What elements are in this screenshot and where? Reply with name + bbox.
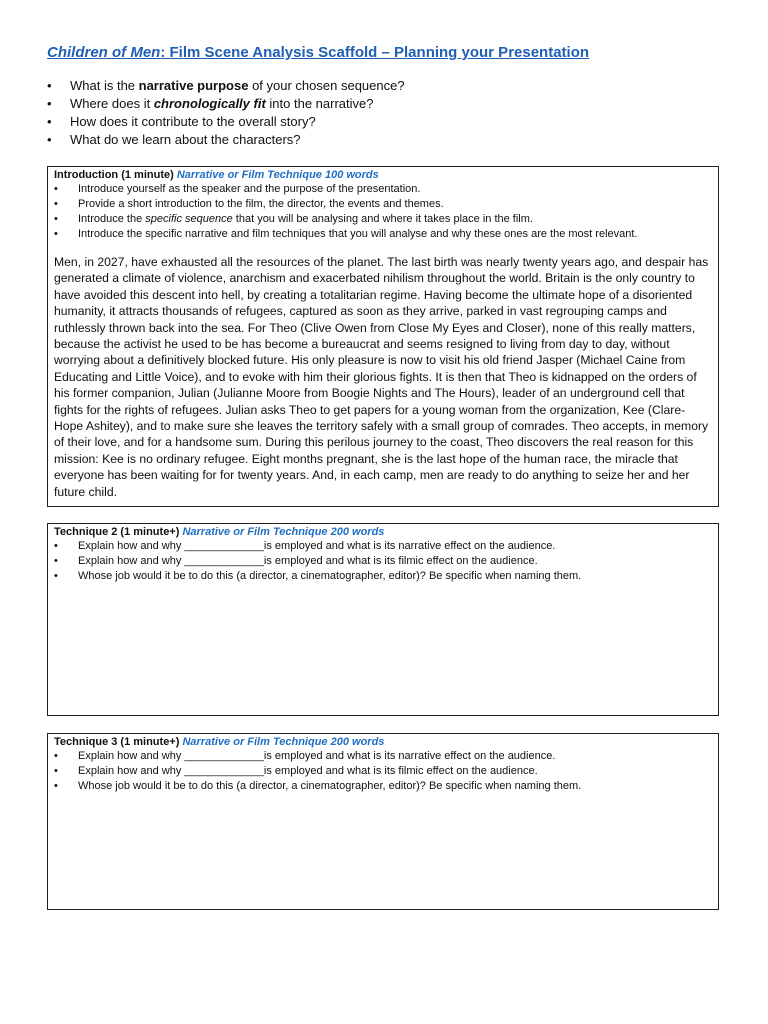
list-item: • Whose job would it be to do this (a director, a cinematographer, editor)? Be specific when naming them.: [54, 779, 712, 794]
list-item: • Explain how and why _____________is employed and what is its narrative effect on the audience.: [54, 749, 712, 764]
list-item: • Provide a short introduction to the film, the director, the events and themes.: [54, 197, 712, 212]
introduction-heading: Introduction (1 minute) Narrative or Film Technique 100 words: [54, 169, 379, 181]
technique-label: Narrative or Film Technique 200 words: [182, 736, 385, 748]
page-title: [47, 44, 589, 61]
question-item: • Where does it chronologically fit into the narrative?: [47, 95, 727, 113]
technique-label: Narrative or Film Technique 100 words: [176, 169, 379, 181]
introduction-box: [47, 166, 719, 507]
list-item: • Introduce yourself as the speaker and the purpose of the presentation.: [54, 182, 712, 197]
list-item: • Explain how and why _____________is employed and what is its filmic effect on the audience.: [54, 554, 712, 569]
list-item: • Whose job would it be to do this (a director, a cinematographer, editor)? Be specific when naming them.: [54, 569, 712, 584]
question-item: • What is the narrative purpose of your chosen sequence?: [47, 77, 727, 95]
list-item: • Introduce the specific sequence that you will be analysing and where it takes place in the film.: [54, 212, 712, 227]
question-item: • What do we learn about the characters?: [47, 131, 727, 149]
technique-3-heading: Technique 3 (1 minute+) Narrative or Film Technique 200 words: [54, 736, 385, 748]
list-item: • Explain how and why _____________is employed and what is its narrative effect on the audience.: [54, 539, 712, 554]
synopsis-text: Men, in 2027, have exhausted all the resources of the planet. The last birth was nearly twenty years ago, and despair has generated a climate of violence, anarchism and exacerbated nihilism throughout the world. Britain is the only country to have avoided this descent into hell, by creating a totalitarian regime. Having become the ultimate hope of a disoriented humanity, it attracts thousands of refugees, captured as soon as they arrive, parked in vast regrouping camps and ruthlessly thrown back into the sea. For Theo (Clive Owen from Close My Eyes and Closer), none of this really matters, because the activist he used to be has become a bureaucrat and seems resigned to living from day to day, without worrying about a definitively blocked future. His only pleasure is now to visit his old friend Jasper (Michael Caine from Educating and Little Voice), and to evoke with him their glorious fights. It is then that Theo is kidnapped on the orders of his former companion, Julian (Julianne Moore from Boogie Nights and The Hours), leader of an underground cell that fights for the rights of refugees. Julian asks Theo to get papers for a young woman from the organization, Kee (Clare-Hope Ashitey), and to make sure she leaves the territory safely with a small group of comrades. Theo accepts, in memory of their love, and for a handsome sum. During this perilous journey to the coast, Theo discovers the real reason for this mission: Kee is no ordinary refugee. Eight months pregnant, she is the last hope of the human race, the miracle that everyone has been waiting for for twenty years. And, in each camp, men are ready to do anything to seize her and her future child.: [54, 255, 709, 499]
technique-label: Narrative or Film Technique 200 words: [182, 526, 385, 538]
technique-2-heading: Technique 2 (1 minute+) Narrative or Film Technique 200 words: [54, 526, 385, 538]
title-film-name: Children of Men: [47, 44, 161, 61]
technique-2-bullets: [54, 539, 712, 584]
introduction-bullets: [54, 182, 712, 242]
technique-2-box: [47, 523, 719, 716]
technique-3-bullets: [54, 749, 712, 794]
technique-3-box: [47, 733, 719, 910]
list-item: • Introduce the specific narrative and film techniques that you will analyse and why these ones are the most relevant.: [54, 227, 712, 242]
list-item: • Explain how and why _____________is employed and what is its filmic effect on the audience.: [54, 764, 712, 779]
guiding-questions: [47, 77, 727, 149]
question-item: • How does it contribute to the overall story?: [47, 113, 727, 131]
title-rest: : Film Scene Analysis Scaffold – Planning your Presentation: [160, 44, 590, 61]
